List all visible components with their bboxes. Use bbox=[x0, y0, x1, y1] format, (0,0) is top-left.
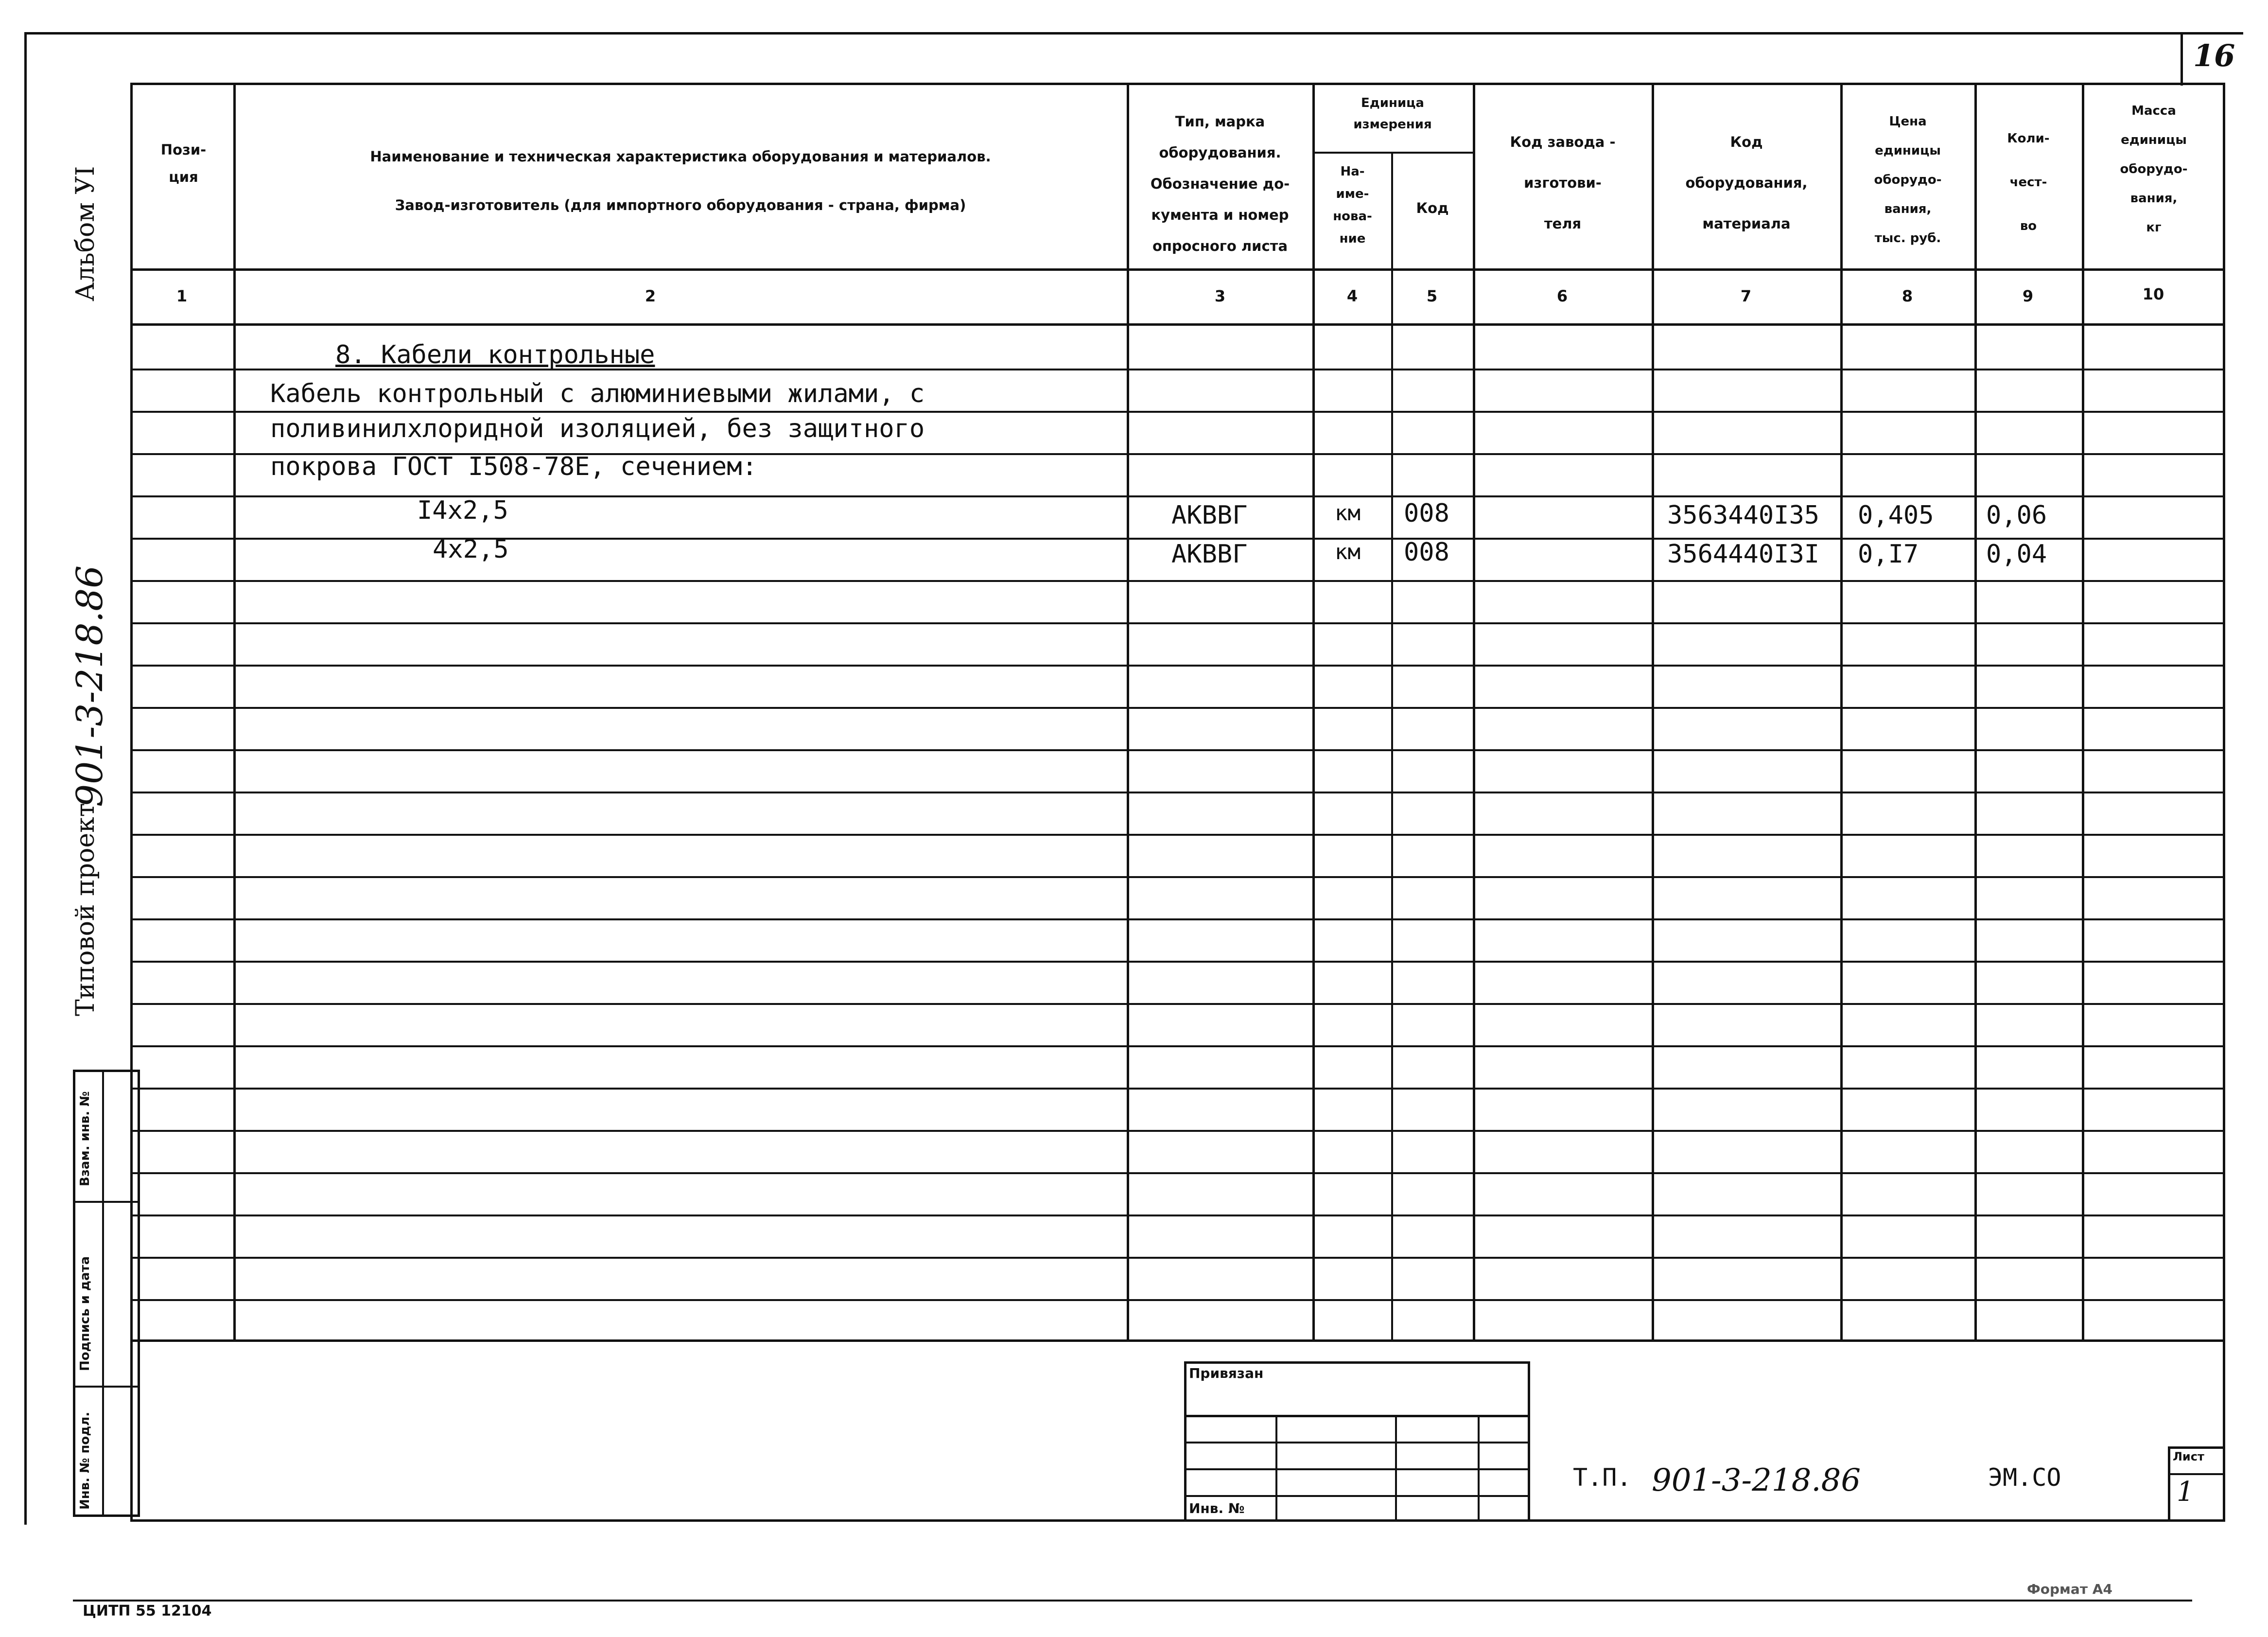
table-row-qty: 0,06 bbox=[1986, 501, 2047, 530]
header-bottom-line bbox=[130, 268, 2225, 271]
col-divider-3 bbox=[1312, 83, 1315, 1342]
colnum-bottom-line bbox=[130, 323, 2225, 326]
header-c7: Код оборудования, материала bbox=[1685, 134, 1808, 232]
colnum-3: 3 bbox=[1214, 287, 1226, 305]
section-desc-line: поливинилхлоридной изоляцией, без защитного bbox=[270, 414, 925, 443]
row-line bbox=[130, 411, 2225, 413]
row-line bbox=[130, 834, 2225, 836]
table-row-code: 3563440I35 bbox=[1667, 501, 1820, 530]
table-row-qty: 0,04 bbox=[1986, 540, 2047, 569]
row-line bbox=[130, 792, 2225, 793]
row-line bbox=[130, 749, 2225, 751]
privyazan-label: Привязан bbox=[1189, 1365, 1264, 1381]
row-line bbox=[130, 1130, 2225, 1132]
row-line bbox=[130, 1045, 2225, 1047]
title-block-divider bbox=[1275, 1415, 1277, 1522]
title-block-divider bbox=[1478, 1415, 1480, 1522]
sheet-box-line bbox=[2168, 1473, 2225, 1475]
row-line bbox=[130, 1003, 2225, 1005]
row-line bbox=[130, 1299, 2225, 1301]
table-row-unit: км bbox=[1335, 501, 1361, 526]
table-row-type: АКВВГ bbox=[1171, 501, 1248, 530]
print-code: ЦИТП 55 12104 bbox=[83, 1602, 212, 1619]
table-row-name: I4x2,5 bbox=[417, 496, 508, 525]
colnum-5: 5 bbox=[1426, 287, 1438, 305]
sheet-label: Лист bbox=[2173, 1450, 2204, 1463]
row-line bbox=[130, 961, 2225, 963]
table-row-price: 0,405 bbox=[1858, 501, 1934, 530]
row-line bbox=[130, 1088, 2225, 1090]
header-c1: Пози- ция bbox=[160, 141, 207, 185]
table-row-unit-code: 008 bbox=[1404, 538, 1449, 567]
side-stamp-line bbox=[73, 1386, 140, 1388]
colnum-4: 4 bbox=[1346, 287, 1358, 305]
doc-prefix: Т.П. bbox=[1573, 1463, 1632, 1492]
colnum-9: 9 bbox=[2022, 287, 2034, 305]
table-row-code: 3564440I3I bbox=[1667, 540, 1820, 569]
title-block-divider bbox=[1395, 1415, 1397, 1522]
project-number-handwritten: 901-3-218.86 bbox=[69, 565, 111, 807]
sheet-number: 16 bbox=[2193, 38, 2235, 73]
row-line bbox=[130, 1215, 2225, 1216]
section-desc-line: Кабель контрольный с алюминиевыми жилами, с bbox=[270, 379, 925, 408]
table-row-unit-code: 008 bbox=[1404, 499, 1449, 528]
table-row-type: АКВВГ bbox=[1171, 540, 1248, 569]
row-line bbox=[130, 580, 2225, 582]
footer-line bbox=[73, 1600, 2192, 1602]
col-divider-8 bbox=[1974, 83, 1977, 1342]
table-row-name: 4x2,5 bbox=[433, 535, 509, 564]
inv-no-label: Инв. № bbox=[1189, 1500, 1245, 1516]
header-c10: Масса единицы оборудо- вания, кг bbox=[2120, 104, 2188, 235]
colnum-2: 2 bbox=[645, 287, 656, 305]
row-line bbox=[130, 622, 2225, 624]
header-c6: Код завода - изготови- теля bbox=[1510, 134, 1616, 232]
row-line bbox=[130, 707, 2225, 709]
col-divider-4 bbox=[1391, 152, 1393, 1342]
header-c5: Код bbox=[1416, 200, 1449, 216]
colnum-10: 10 bbox=[2142, 285, 2164, 303]
header-c4: На- име- нова- ние bbox=[1333, 164, 1372, 246]
colnum-1: 1 bbox=[176, 287, 188, 305]
header-c8: Цена единицы оборудо- вания, тыс. руб. bbox=[1874, 114, 1942, 246]
section-desc-line: покрова ГОСТ I508-78Е, сечением: bbox=[270, 452, 757, 481]
stamp-sign-date: Подпись и дата bbox=[78, 1256, 92, 1371]
col-divider-9 bbox=[2082, 83, 2084, 1342]
side-stamp-line bbox=[73, 1201, 140, 1203]
row-line bbox=[130, 876, 2225, 878]
col-divider-1 bbox=[233, 83, 236, 1342]
col-divider-7 bbox=[1840, 83, 1843, 1342]
frame-top-line bbox=[24, 32, 2182, 35]
stamp-inv-orig: Инв. № подл. bbox=[78, 1411, 92, 1510]
doc-code: ЭМ.СО bbox=[1988, 1463, 2061, 1492]
col-divider-6 bbox=[1652, 83, 1654, 1342]
row-line bbox=[130, 1172, 2225, 1174]
header-c2: Наименование и техническая характеристика оборудования и материалов. Завод-изготовитель (для импортного оборудования - страна, фирма) bbox=[370, 148, 991, 213]
header-c9: Коли- чест- во bbox=[2007, 131, 2050, 233]
row-line bbox=[130, 918, 2225, 920]
row-line bbox=[130, 1257, 2225, 1259]
col-divider-2 bbox=[1127, 83, 1129, 1342]
table-row-unit: км bbox=[1335, 540, 1361, 564]
side-stamp-divider bbox=[102, 1070, 104, 1517]
album-label: Альбом УI bbox=[71, 166, 100, 301]
table-row-price: 0,I7 bbox=[1858, 540, 1919, 569]
section-title: 8. Кабели контрольные bbox=[335, 340, 655, 370]
colnum-7: 7 bbox=[1740, 287, 1752, 305]
row-line bbox=[130, 665, 2225, 667]
sheet-value: 1 bbox=[2177, 1476, 2194, 1508]
doc-number-handwritten: 901-3-218.86 bbox=[1652, 1462, 1861, 1498]
header-unit-group: Единица измерения bbox=[1353, 96, 1432, 132]
table-body-bottom-line bbox=[130, 1339, 2225, 1342]
header-c3: Тип, марка оборудования. Обозначение до- кумента и номер опросного листа bbox=[1150, 113, 1290, 254]
colnum-8: 8 bbox=[1902, 287, 1913, 305]
colnum-6: 6 bbox=[1556, 287, 1568, 305]
format-label: Формат А4 bbox=[2027, 1581, 2112, 1597]
project-type-label: Типовой проект bbox=[71, 803, 100, 1016]
stamp-inv-replace: Взам. инв. № bbox=[78, 1091, 92, 1186]
col-divider-5 bbox=[1473, 83, 1475, 1342]
